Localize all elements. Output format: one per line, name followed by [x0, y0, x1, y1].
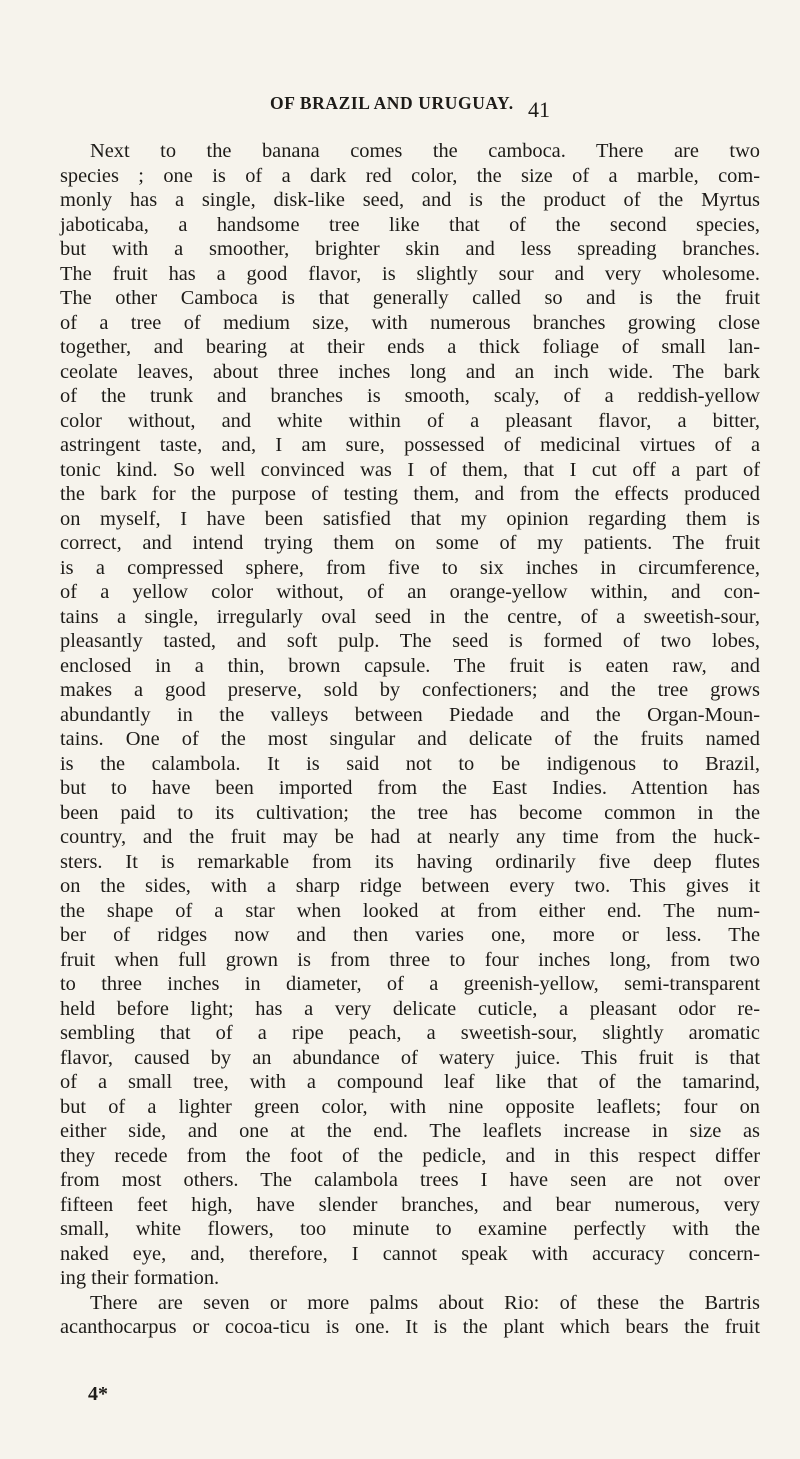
- text-line: sembling that of a ripe peach, a sweetish-sour, slightly aromatic: [60, 1022, 760, 1044]
- text-line: from most others. The calambola trees I have seen are not over: [60, 1169, 760, 1191]
- body-text: [60, 139, 760, 1340]
- text-line: The other Camboca is that generally called so and is the fruit: [60, 287, 760, 309]
- text-line: color without, and white within of a pleasant flavor, a bitter,: [60, 409, 760, 432]
- text-line: abundantly in the valleys between Piedade and the Organ-Moun-: [60, 703, 760, 726]
- running-title: OF BRAZIL AND URUGUAY.: [270, 93, 514, 113]
- text-line: but of a lighter green color, with nine opposite leaflets; four on: [60, 1095, 760, 1118]
- text-line: the bark for the purpose of testing them, and from the effects produced: [60, 483, 760, 505]
- text-line: flavor, caused by an abundance of watery juice. This fruit is that: [60, 1046, 760, 1069]
- text-line: tonic kind. So well convinced was I of them, that I cut off a part of: [60, 458, 760, 481]
- text-line: they recede from the foot of the pedicle, and in this respect differ: [60, 1144, 760, 1167]
- text-line: monly has a single, disk-like seed, and is the product of the Myrtus: [60, 189, 760, 211]
- text-line: Next to the banana comes the camboca. There are two: [90, 140, 760, 162]
- text-line: enclosed in a thin, brown capsule. The fruit is eaten raw, and: [60, 654, 760, 677]
- text-line: species ; one is of a dark red color, the size of a marble, com-: [60, 164, 760, 187]
- text-line: but with a smoother, brighter skin and less spreading branches.: [60, 238, 760, 260]
- text-line: on the sides, with a sharp ridge between every two. This gives it: [60, 875, 760, 897]
- text-line: jaboticaba, a handsome tree like that of the second species,: [60, 213, 760, 236]
- signature-mark: 4*: [88, 1383, 108, 1405]
- text-line: is a compressed sphere, from five to six inches in circumference,: [60, 556, 760, 579]
- text-line: naked eye, and, therefore, I cannot speak with accuracy concern-: [60, 1242, 760, 1265]
- text-line: of the trunk and branches is smooth, scaly, of a reddish-yellow: [60, 385, 760, 407]
- text-line: small, white flowers, too minute to examine perfectly with the: [60, 1218, 760, 1240]
- text-line: been paid to its cultivation; the tree has become common in the: [60, 801, 760, 824]
- text-line: fifteen feet high, have slender branches, and bear numerous, very: [60, 1193, 760, 1216]
- text-line: held before light; has a very delicate cuticle, a pleasant odor re-: [60, 997, 760, 1020]
- text-line: astringent taste, and, I am sure, possessed of medicinal virtues of a: [60, 434, 760, 456]
- text-line: country, and the fruit may be had at nearly any time from the huck-: [60, 826, 760, 848]
- running-head: [0, 93, 800, 122]
- text-line: the shape of a star when looked at from either end. The num-: [60, 899, 760, 922]
- text-line: tains. One of the most singular and delicate of the fruits named: [60, 728, 760, 750]
- text-line: is the calambola. It is said not to be indigenous to Brazil,: [60, 752, 760, 775]
- text-line: fruit when full grown is from three to four inches long, from two: [60, 948, 760, 971]
- text-line: but to have been imported from the East Indies. Attention has: [60, 777, 760, 799]
- text-line: acanthocarpus or cocoa-ticu is one. It is the plant which bears the fruit: [60, 1316, 760, 1338]
- text-line: on myself, I have been satisfied that my opinion regarding them is: [60, 507, 760, 530]
- text-line: sters. It is remarkable from its having ordinarily five deep flutes: [60, 850, 760, 873]
- text-line: of a small tree, with a compound leaf like that of the tamarind,: [60, 1071, 760, 1093]
- text-line: ber of ridges now and then varies one, more or less. The: [60, 924, 760, 946]
- text-line: ceolate leaves, about three inches long and an inch wide. The bark: [60, 360, 760, 383]
- page-number: 41: [528, 97, 550, 122]
- text-line: together, and bearing at their ends a thick foliage of small lan-: [60, 336, 760, 358]
- text-line: tains a single, irregularly oval seed in the centre, of a sweetish-sour,: [60, 605, 760, 628]
- text-line: of a tree of medium size, with numerous branches growing close: [60, 311, 760, 334]
- text-line: correct, and intend trying them on some of my patients. The fruit: [60, 532, 760, 554]
- text-line: ing their formation.: [60, 1267, 220, 1289]
- text-line: either side, and one at the end. The leaflets increase in size as: [60, 1120, 760, 1142]
- text-line: pleasantly tasted, and soft pulp. The seed is formed of two lobes,: [60, 630, 760, 652]
- text-line: of a yellow color without, of an orange-yellow within, and con-: [60, 581, 760, 603]
- text-line: The fruit has a good flavor, is slightly sour and very wholesome.: [60, 262, 760, 285]
- text-line: makes a good preserve, sold by confectioners; and the tree grows: [60, 679, 760, 701]
- text-line: There are seven or more palms about Rio: of these the Bartris: [90, 1291, 760, 1314]
- text-line: to three inches in diameter, of a greenish-yellow, semi-transparent: [60, 973, 760, 995]
